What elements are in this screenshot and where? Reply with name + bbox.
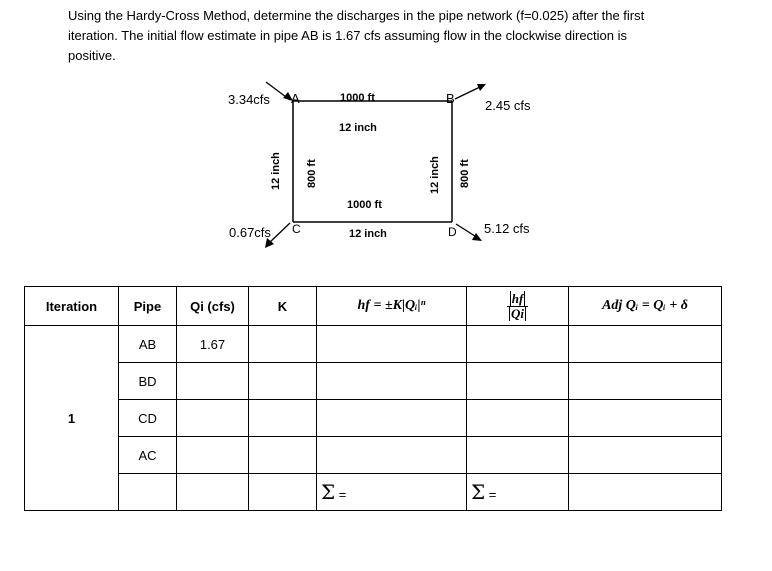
pipe-cd-length: 1000 ft bbox=[347, 199, 382, 211]
sum-blank-cell bbox=[249, 474, 317, 511]
sum-hf-symbol: Σ bbox=[321, 480, 336, 504]
pipe-ac-length: 800 ft bbox=[306, 159, 318, 188]
ratio-cell[interactable] bbox=[467, 400, 569, 437]
node-d-label: D bbox=[448, 225, 457, 239]
node-a-label: A bbox=[291, 91, 300, 106]
sum-ratio-symbol: Σ bbox=[471, 480, 486, 504]
ratio-cell[interactable] bbox=[467, 326, 569, 363]
k-cell[interactable] bbox=[249, 326, 317, 363]
node-c-label: C bbox=[292, 222, 301, 236]
table-row bbox=[25, 326, 722, 363]
iteration-number: 1 bbox=[25, 326, 119, 511]
table-row bbox=[25, 363, 722, 400]
sum-ratio-cell[interactable] bbox=[467, 474, 569, 511]
problem-line-1: Using the Hardy-Cross Method, determine the discharges in the pipe network (f=0.025) after the first bbox=[68, 8, 645, 23]
pipe-network-diagram bbox=[0, 0, 772, 285]
pipe-cell: BD bbox=[119, 363, 177, 400]
outflow-b-arrow bbox=[455, 86, 482, 99]
sum-blank-cell bbox=[177, 474, 249, 511]
sum-blank-cell bbox=[569, 474, 722, 511]
header-k: K bbox=[249, 287, 317, 326]
pipe-cell: CD bbox=[119, 400, 177, 437]
ratio-cell[interactable] bbox=[467, 363, 569, 400]
k-cell[interactable] bbox=[249, 363, 317, 400]
table-header-row bbox=[25, 287, 722, 326]
table-row bbox=[25, 437, 722, 474]
header-adjusted-q: Adj Qᵢ = Qᵢ + δ bbox=[569, 287, 722, 326]
header-iteration: Iteration bbox=[25, 287, 119, 326]
k-cell[interactable] bbox=[249, 400, 317, 437]
ratio-cell[interactable] bbox=[467, 437, 569, 474]
pipe-ab-length: 1000 ft bbox=[340, 92, 375, 104]
sum-hf-equals: = bbox=[338, 487, 347, 502]
flow-d-label: 5.12 cfs bbox=[484, 221, 530, 236]
hf-numerator: hf bbox=[511, 290, 524, 306]
pipe-ac-diameter: 12 inch bbox=[270, 152, 282, 190]
table-sum-row bbox=[25, 474, 722, 511]
flow-b-label: 2.45 cfs bbox=[485, 98, 531, 113]
qi-cell[interactable] bbox=[177, 363, 249, 400]
adj-q-cell[interactable] bbox=[569, 400, 722, 437]
q-denominator: Qi bbox=[511, 305, 524, 321]
pipe-bd-diameter: 12 inch bbox=[429, 156, 441, 194]
hardy-cross-table bbox=[24, 286, 722, 511]
pipe-ab-diameter: 12 inch bbox=[339, 122, 377, 134]
hf-cell[interactable] bbox=[317, 363, 467, 400]
sum-hf-cell[interactable] bbox=[317, 474, 467, 511]
hf-over-q-fraction bbox=[507, 292, 528, 321]
adj-q-cell[interactable] bbox=[569, 326, 722, 363]
header-hf: hf = ±K|Qᵢ|ⁿ bbox=[317, 287, 467, 326]
table-row bbox=[25, 400, 722, 437]
flow-c-label: 0.67cfs bbox=[229, 225, 271, 240]
adj-q-cell[interactable] bbox=[569, 363, 722, 400]
header-pipe: Pipe bbox=[119, 287, 177, 326]
problem-line-2: iteration. The initial flow estimate in pipe AB is 1.67 cfs assuming flow in the clockwise direction is bbox=[68, 28, 628, 43]
problem-line-3: positive. bbox=[68, 48, 116, 63]
qi-cell: 1.67 bbox=[177, 326, 249, 363]
hf-cell[interactable] bbox=[317, 326, 467, 363]
header-qi: Qi (cfs) bbox=[177, 287, 249, 326]
pipe-cell: AB bbox=[119, 326, 177, 363]
pipe-bd-length: 800 ft bbox=[459, 159, 471, 188]
adj-q-cell[interactable] bbox=[569, 437, 722, 474]
node-b-label: B bbox=[446, 91, 455, 106]
sum-ratio-equals: = bbox=[488, 487, 497, 502]
sum-blank-cell bbox=[119, 474, 177, 511]
hf-cell[interactable] bbox=[317, 400, 467, 437]
outflow-c-arrow bbox=[268, 223, 290, 244]
qi-cell[interactable] bbox=[177, 400, 249, 437]
qi-cell[interactable] bbox=[177, 437, 249, 474]
flow-a-label: 3.34cfs bbox=[228, 92, 270, 107]
pipe-cell: AC bbox=[119, 437, 177, 474]
outflow-d-arrowhead bbox=[472, 233, 482, 241]
header-hf-over-q bbox=[467, 287, 569, 326]
k-cell[interactable] bbox=[249, 437, 317, 474]
pipe-cd-diameter: 12 inch bbox=[349, 228, 387, 240]
hf-cell[interactable] bbox=[317, 437, 467, 474]
